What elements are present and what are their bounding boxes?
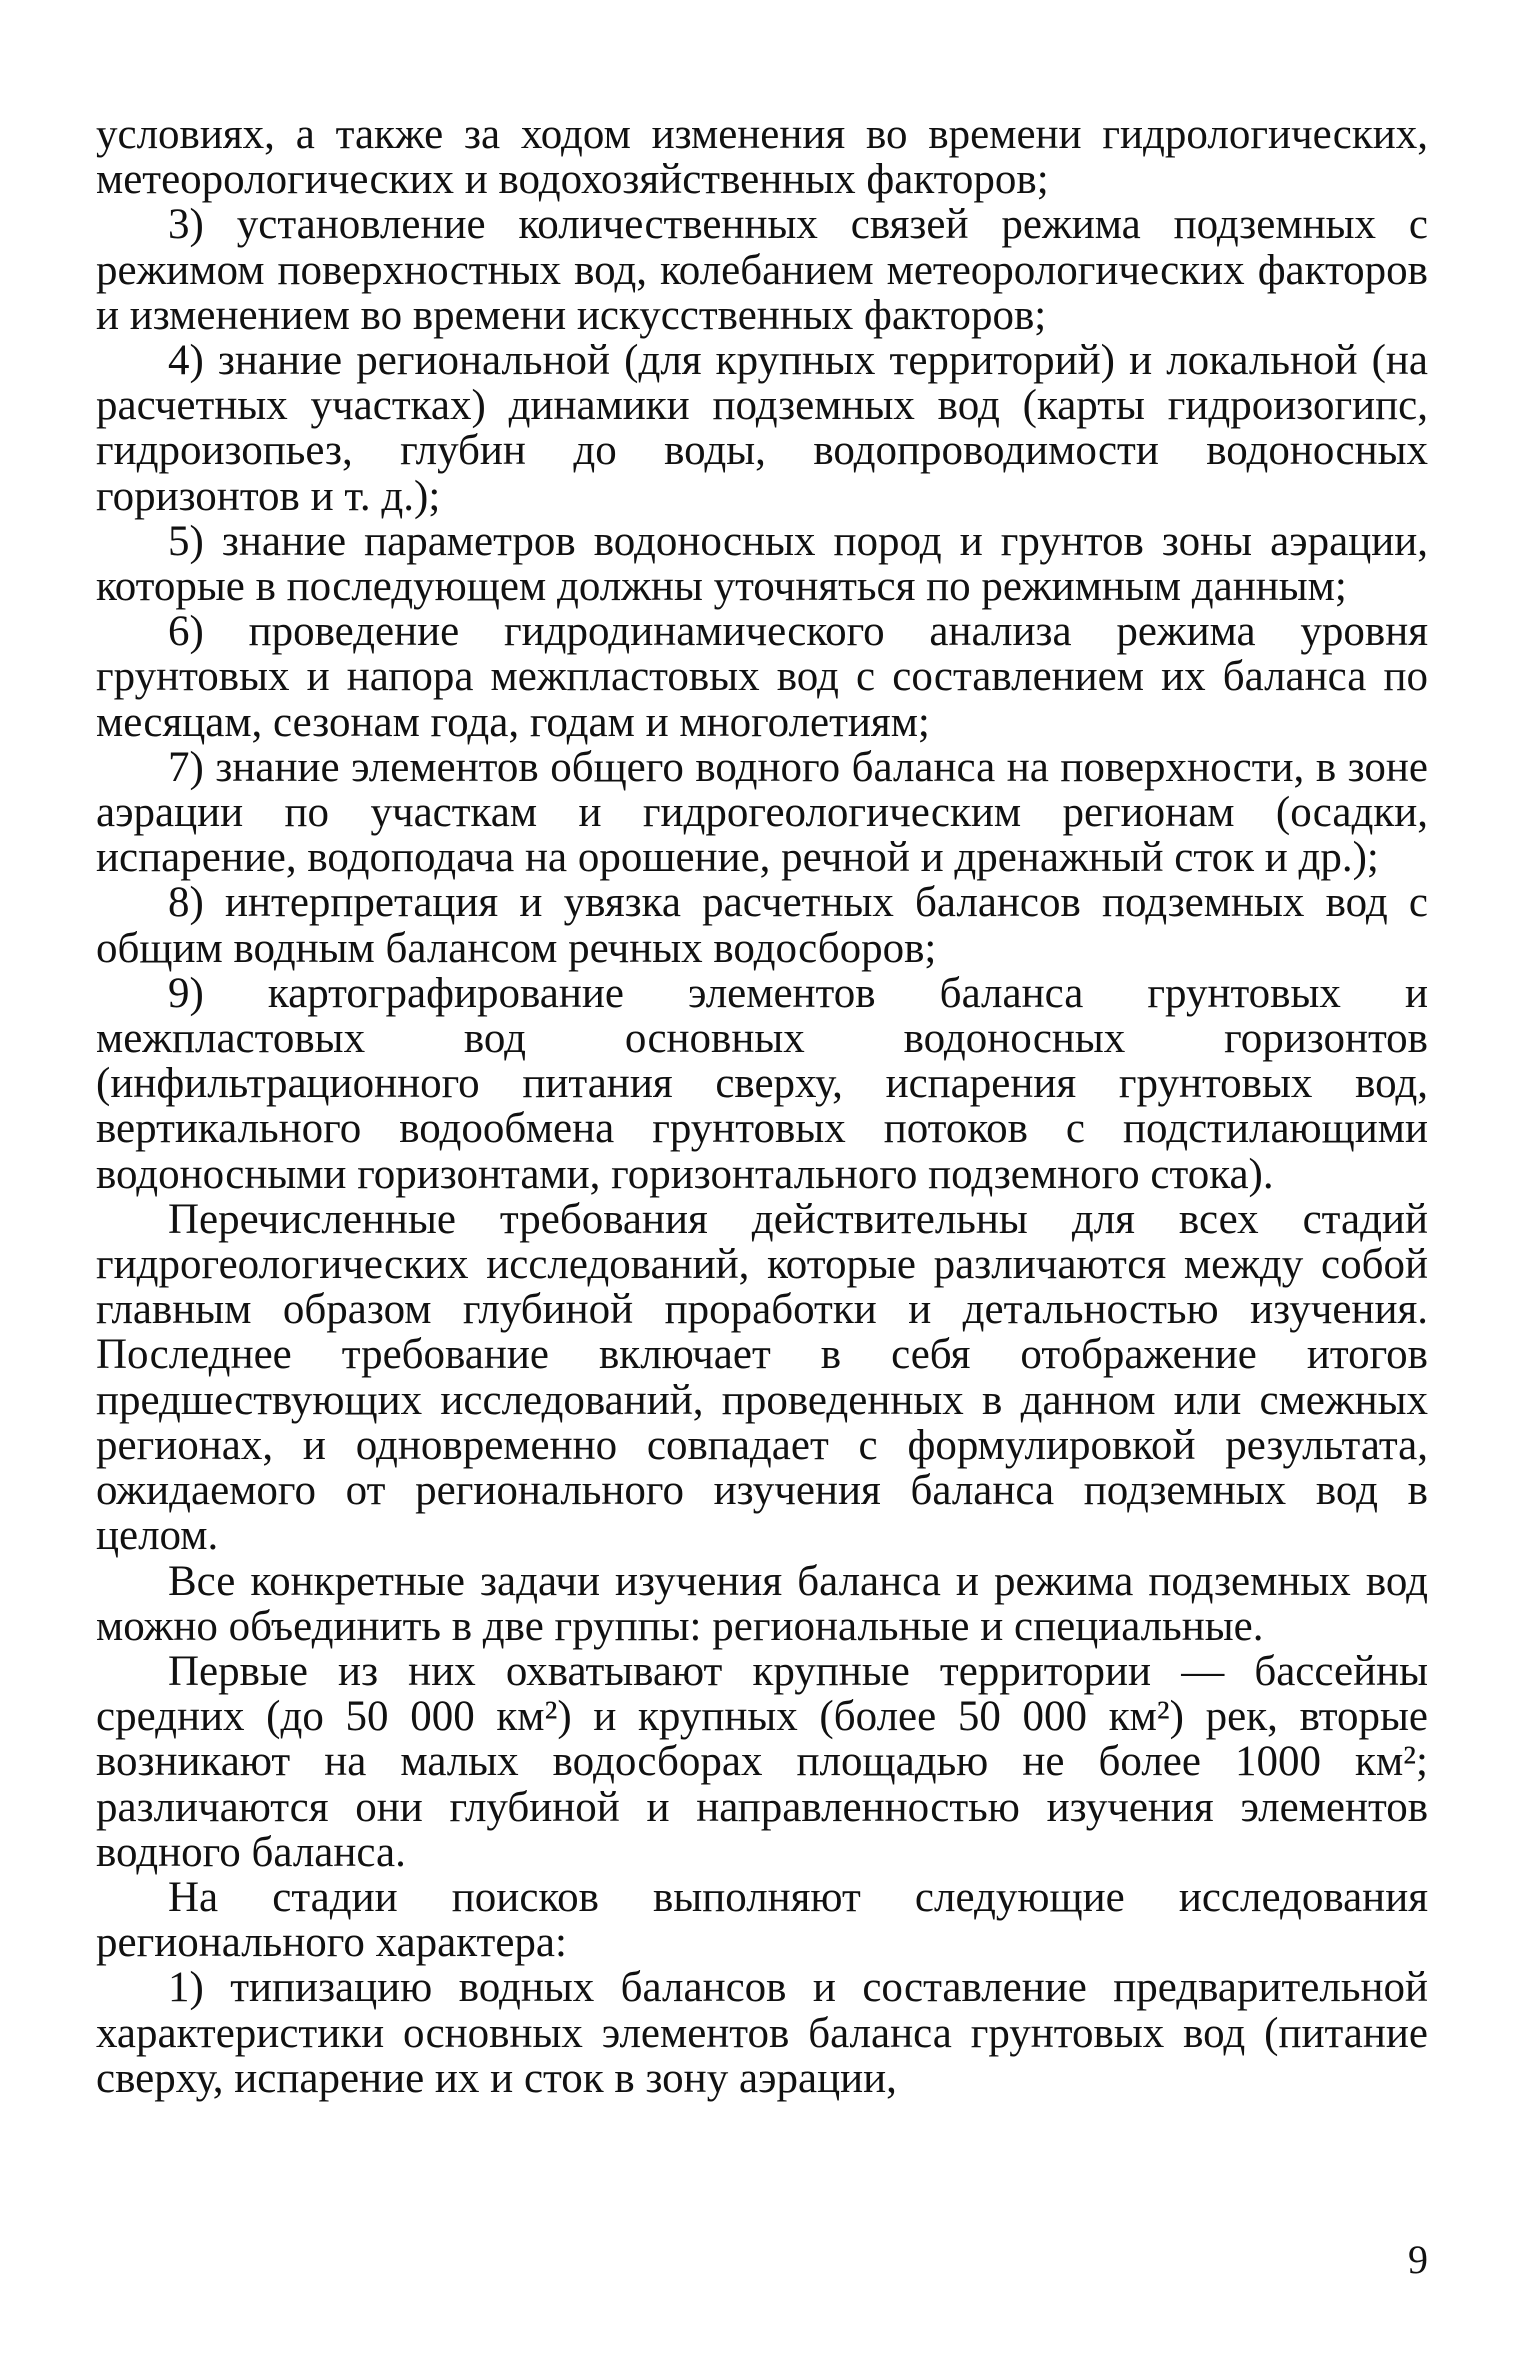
paragraph-task-groups: Все конкретные задачи изучения баланса и режима подземных вод можно объединить в две группы: региональные и специальные. <box>96 1557 1428 1650</box>
paragraph-first-group: Первые из них охватывают крупные территории — бассейны средних (до 50 000 км²) и крупных (более 50 000 км²) рек, вторые возникают на малых водосборах площадью не более 1000 км²; различаются они глубиной и направленностью изучения элементов водного баланса. <box>96 1647 1428 1876</box>
list-item-5: 5) знание параметров водоносных пород и грунтов зоны аэрации, которые в последующем должны уточняться по режимным данным; <box>96 517 1428 611</box>
list-item-6: 6) проведение гидродинамического анализа режима уровня грунтовых и напора межпластовых вод с составлением их баланса по месяцам, сезонам года, годам и многолетиям; <box>96 608 1428 746</box>
list-item-1: 1) типизацию водных балансов и составление предварительной характеристики основных элементов баланса грунтовых вод (питание сверху, испарение их и сток в зону аэрации, <box>96 1964 1428 2102</box>
paragraph-continuation: условиях, а также за ходом изменения во времени гидрологических, метеорологических и водохозяйственных факторов; <box>96 111 1428 204</box>
list-item-4: 4) знание региональной (для крупных территорий) и локальной (на расчетных участках) динамики подземных вод (карты гидроизогипс, гидроизопьез, глубин до воды, водопроводимости водоносных горизонтов и т. д.); <box>96 337 1428 520</box>
list-item-9: 9) картографирование элементов баланса грунтовых и межпластовых вод основных водоносных горизонтов (инфильтрационного питания сверху, испарения грунтовых вод, вертикального водообмена грунтовых потоков с подстилающими водоносными горизонтами, горизонтального подземного стока). <box>96 969 1428 1198</box>
list-item-3: 3) установление количественных связей режима подземных с режимом поверхностных вод, колебанием метеорологических факторов и изменением во времени искусственных факторов; <box>96 201 1428 339</box>
paragraph-search-stage: На стадии поисков выполняют следующие исследования регионального характера: <box>96 1873 1428 1967</box>
list-item-7: 7) знание элементов общего водного баланса на поверхности, в зоне аэрации по участкам и гидрогеологическим регионам (осадки, испарение, водоподача на орошение, речной и дренажный сток и др.); <box>96 743 1428 882</box>
page-body <box>96 112 1428 2101</box>
list-item-8: 8) интерпретация и увязка расчетных балансов подземных вод с общим водным балансом речных водосборов; <box>96 879 1428 972</box>
page-number: 9 <box>1408 2237 1428 2282</box>
paragraph-requirements: Перечисленные требования действительны для всех стадий гидрогеологических исследований, которые различаются между собой главным образом глубиной проработки и детальностью изучения. Последнее требование включает в себя отображение итогов предшествующих исследований, проведенных в данном или смежных регионах, и одновременно совпадает с формулировкой результата, ожидаемого от регионального изучения баланса подземных вод в целом. <box>96 1195 1428 1560</box>
